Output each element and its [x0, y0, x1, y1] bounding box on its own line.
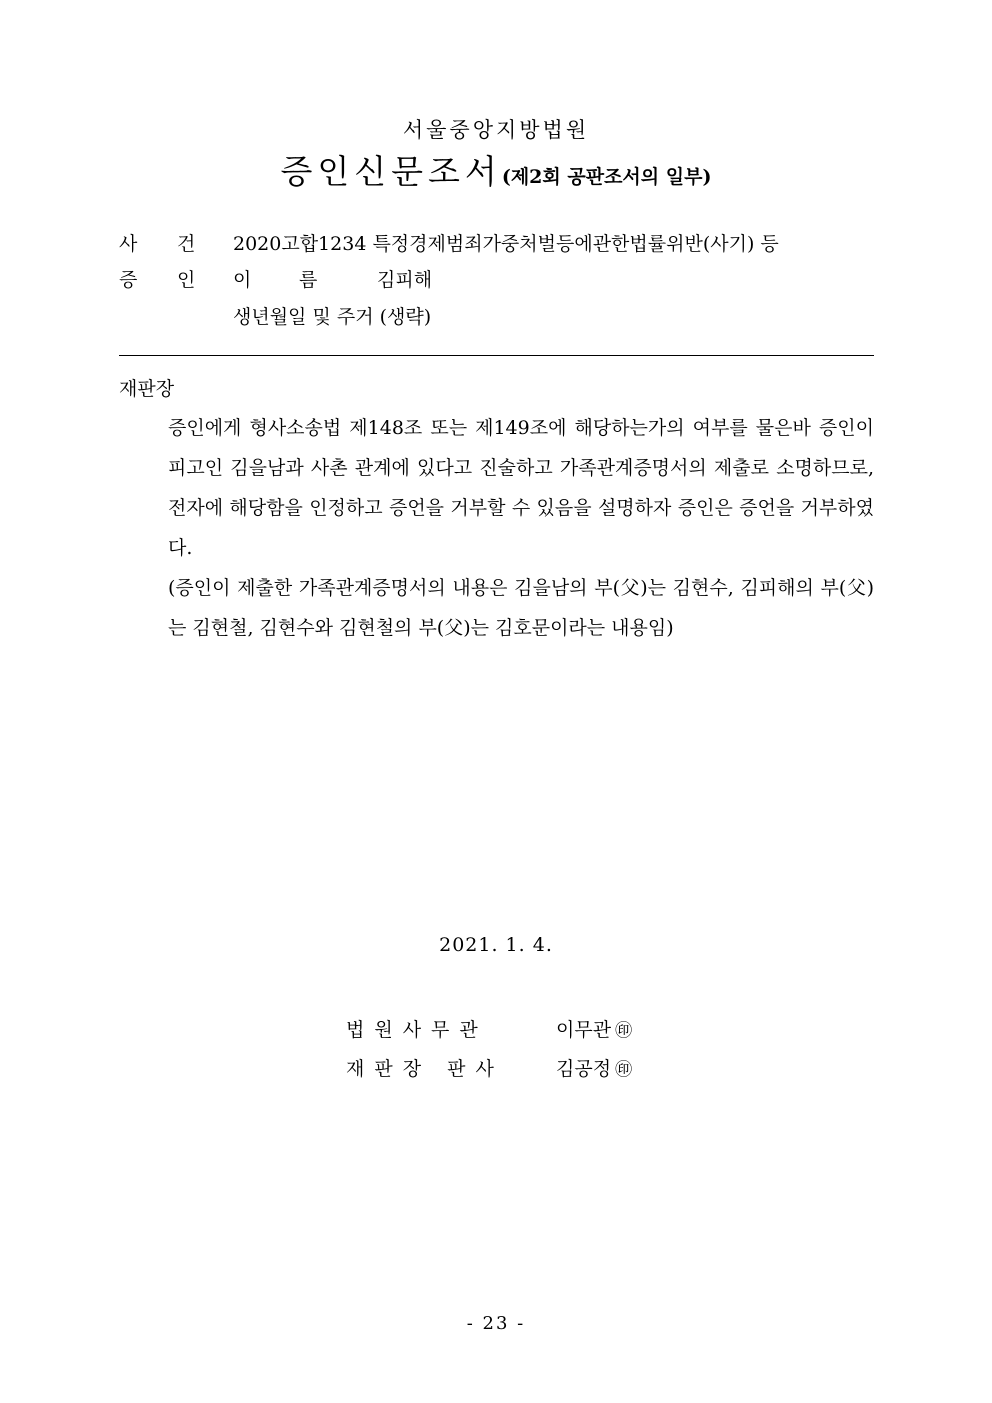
witness-label-second: 인: [177, 269, 196, 291]
case-value: 2020고합1234 특정경제범죄가중처벌등에관한법률위반(사기) 등: [233, 233, 779, 255]
section-divider: [119, 355, 874, 356]
document-date: 2021. 1. 4.: [439, 934, 553, 956]
document-subtitle: (제2회 공판조서의 일부): [501, 166, 712, 188]
name-label-second: 름: [299, 269, 318, 291]
seal-icon: ㊞: [615, 1060, 633, 1080]
case-label-first: 사: [119, 233, 138, 255]
witness-name: 김피해: [377, 269, 433, 291]
signature-name-judge: 김공정: [556, 1058, 612, 1080]
signature-name-clerk: 이무관: [556, 1019, 612, 1041]
document-title-row: [0, 146, 992, 193]
record-body: [168, 408, 874, 648]
signature-title-clerk: 법원사무관: [346, 1019, 488, 1041]
record-paragraph-note: (증인이 제출한 가족관계증명서의 내용은 김을남의 부(父)는 김현수, 김피해의 부(父)는 김현철, 김현수와 김현철의 부(父)는 김호문이라는 내용임): [168, 577, 874, 639]
record-paragraph: 증인에게 형사소송법 제148조 또는 제149조에 해당하는가의 여부를 물은바 증인이 피고인 김을남과 사촌 관계에 있다고 진술하고 가족관계증명서의 제출로 소명하므로, 전자에 해당함을 인정하고 증언을 거부할 수 있음을 설명하자 증인은 증언을 거부하였다.: [168, 417, 874, 559]
page-number: - 23 -: [466, 1313, 526, 1334]
case-label-second: 건: [177, 233, 196, 255]
witness-label-first: 증: [119, 269, 138, 291]
seal-icon: ㊞: [615, 1021, 633, 1041]
signature-title-judge: 재판장 판사: [346, 1058, 504, 1080]
speaker-label: 재판장: [119, 378, 175, 400]
name-label-first: 이: [233, 269, 252, 291]
signature-judge: [556, 1054, 632, 1081]
court-name: 서울중앙지방법원: [402, 118, 590, 142]
document-title: 증인신문조서: [280, 152, 502, 191]
signature-clerk: [556, 1015, 632, 1042]
witness-details-omitted: 생년월일 및 주거 (생략): [233, 306, 432, 328]
